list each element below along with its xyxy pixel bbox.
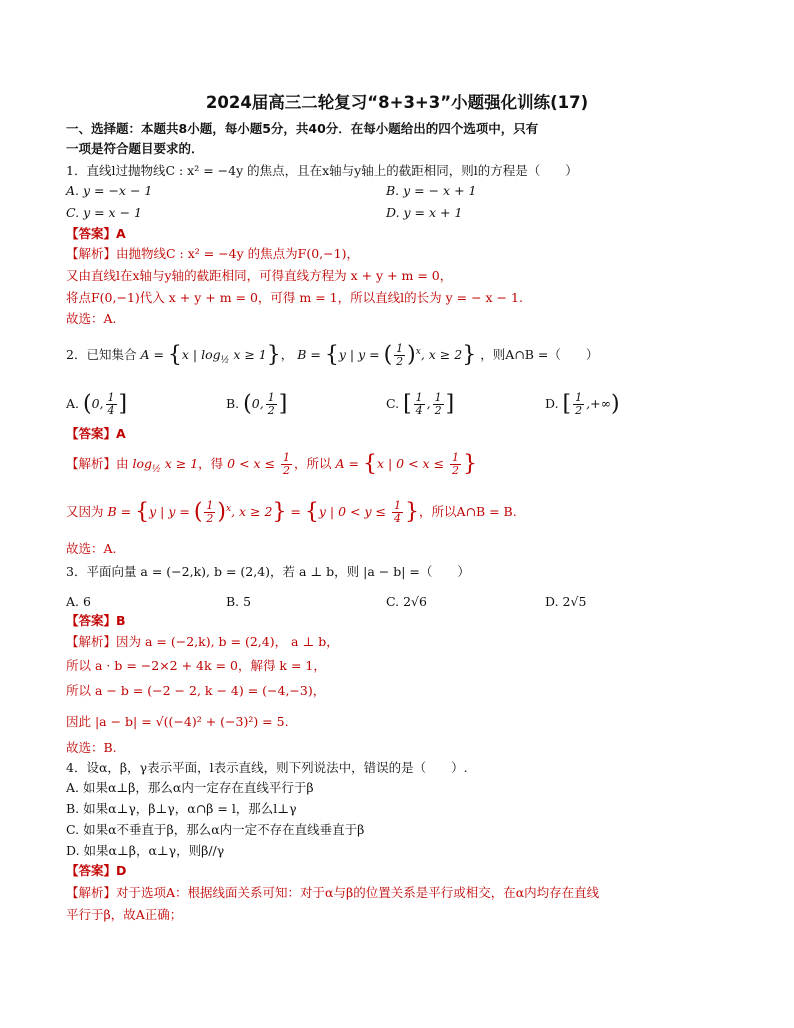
q2-conclusion: 故选：A. (66, 541, 117, 556)
q2-stem-post: ，则A∩B =（ ） (480, 347, 599, 363)
q2-stem-pre: 2．已知集合 (66, 347, 137, 363)
q3-option-c: C. 2√6 (386, 594, 427, 609)
q4-option-b: B. 如果α⊥γ，β⊥γ，α∩β = l，那么l⊥γ (66, 801, 297, 816)
q3-analysis-line2: 所以 a · b = −2×2 + 4k = 0，解得 k = 1， (66, 658, 326, 673)
q2-answer: 【答案】A (66, 426, 126, 441)
q4-option-a: A. 如果α⊥β，那么α内一定存在直线平行于β (66, 780, 314, 795)
q3-conclusion: 故选：B. (66, 740, 117, 755)
q3-analysis-line4: 因此 |a − b| = √((−4)² + (−3)²) = 5. (66, 714, 289, 729)
q1-stem: 1．直线l过抛物线C : x² = −4y 的焦点，且在x轴与y轴上的截距相同，则l的方程是（ ） (66, 163, 578, 178)
q4-analysis-line1: 【解析】对于选项A：根据线面关系可知：对于α与β的位置关系是平行或相交，在α内均存在直线 (66, 885, 600, 900)
q1-analysis-line1: 【解析】由抛物线C : x² = −4y 的焦点为F(0,−1)， (66, 246, 359, 261)
q1-option-d: D. y = x + 1 (386, 205, 463, 220)
q2-analysis-line2: 又因为 B = {y | y = ( $\frac{1}{2}$ )$^x$, x ≥ 2} = {y | 0 < y ≤ $\frac{1}{4}$ }，所以A∩B = B. (66, 499, 517, 526)
q3-answer: 【答案】B (66, 613, 126, 628)
q3-option-d: D. 2√5 (545, 594, 587, 609)
q4-analysis-line2: 平行于β，故A正确； (66, 907, 183, 922)
q4-answer: 【答案】D (66, 863, 127, 878)
q2-option-d: D. [ $\frac{1}{2}$ ,+∞) (545, 391, 620, 417)
q2-analysis-line1: 【解析】由 $\log_{\frac{1}{2}} x \ge 1$，得 0 < x ≤ $\frac{1}{2}$ ，所以 A = {x | 0 < x ≤ $\frac{1}{2}$ } (66, 451, 478, 477)
page-title: 2024届高三二轮复习“8+3+3”小题强化训练(17) (205, 93, 589, 112)
q1-answer: 【答案】A (66, 226, 126, 241)
q1-option-b: B. y = − x + 1 (386, 183, 477, 198)
q3-stem: 3．平面向量 a = (−2,k), b = (2,4)，若 a ⊥ b，则 |a − b| =（ ） (66, 564, 470, 579)
q2-stem: 2．已知集合 A = {x | $\log_{\frac{1}{2}} x \ge 1$}， B = {y | y = ( $\frac{1}{2}$ )$^x$, x ≥ 2} ，则A∩B =（ ） (66, 342, 599, 369)
q3-analysis-line3: 所以 a − b = (−2 − 2, k − 4) = (−4,−3)， (66, 683, 326, 698)
q3-option-a: A. 6 (66, 594, 91, 609)
q1-option-c: C. y = x − 1 (66, 205, 142, 220)
q1-analysis-line3: 将点F(0,−1)代入 x + y + m = 0，可得 m = 1，所以直线l的长为 y = − x − 1. (66, 290, 523, 305)
section-heading-line1: 一、选择题：本题共8小题，每小题5分，共40分．在每小题给出的四个选项中，只有 (66, 121, 539, 136)
q4-option-d: D. 如果α⊥β，α⊥γ，则β//γ (66, 843, 225, 858)
q1-analysis-line2: 又由直线l在x轴与y轴的截距相同，可得直线方程为 x + y + m = 0， (66, 268, 453, 283)
q4-option-c: C. 如果α不垂直于β，那么α内一定不存在直线垂直于β (66, 822, 365, 837)
q3-option-b: B. 5 (226, 594, 252, 609)
q1-conclusion: 故选：A. (66, 311, 117, 326)
q2-option-a: A. (0, $\frac{1}{4}$ ] (66, 391, 128, 417)
section-heading-line2: 一项是符合题目要求的． (66, 141, 204, 156)
q2-option-c: C. [ $\frac{1}{4}$ , $\frac{1}{2}$ ] (386, 391, 455, 417)
q3-analysis-line1: 【解析】因为 a = (−2,k), b = (2,4)， a ⊥ b， (66, 634, 339, 649)
q2-set-a: A = {x | $\log_{\frac{1}{2}} x \ge 1$} (140, 342, 281, 368)
q1-option-a: A. y = −x − 1 (66, 183, 153, 198)
q2-set-b: B = {y | y = ( $\frac{1}{2}$ )$^x$, x ≥ 2} (297, 342, 477, 369)
q4-stem: 4．设α，β，γ表示平面，l表示直线，则下列说法中，错误的是（ ）. (66, 760, 468, 775)
q2-option-b: B. (0, $\frac{1}{2}$ ] (226, 391, 288, 417)
